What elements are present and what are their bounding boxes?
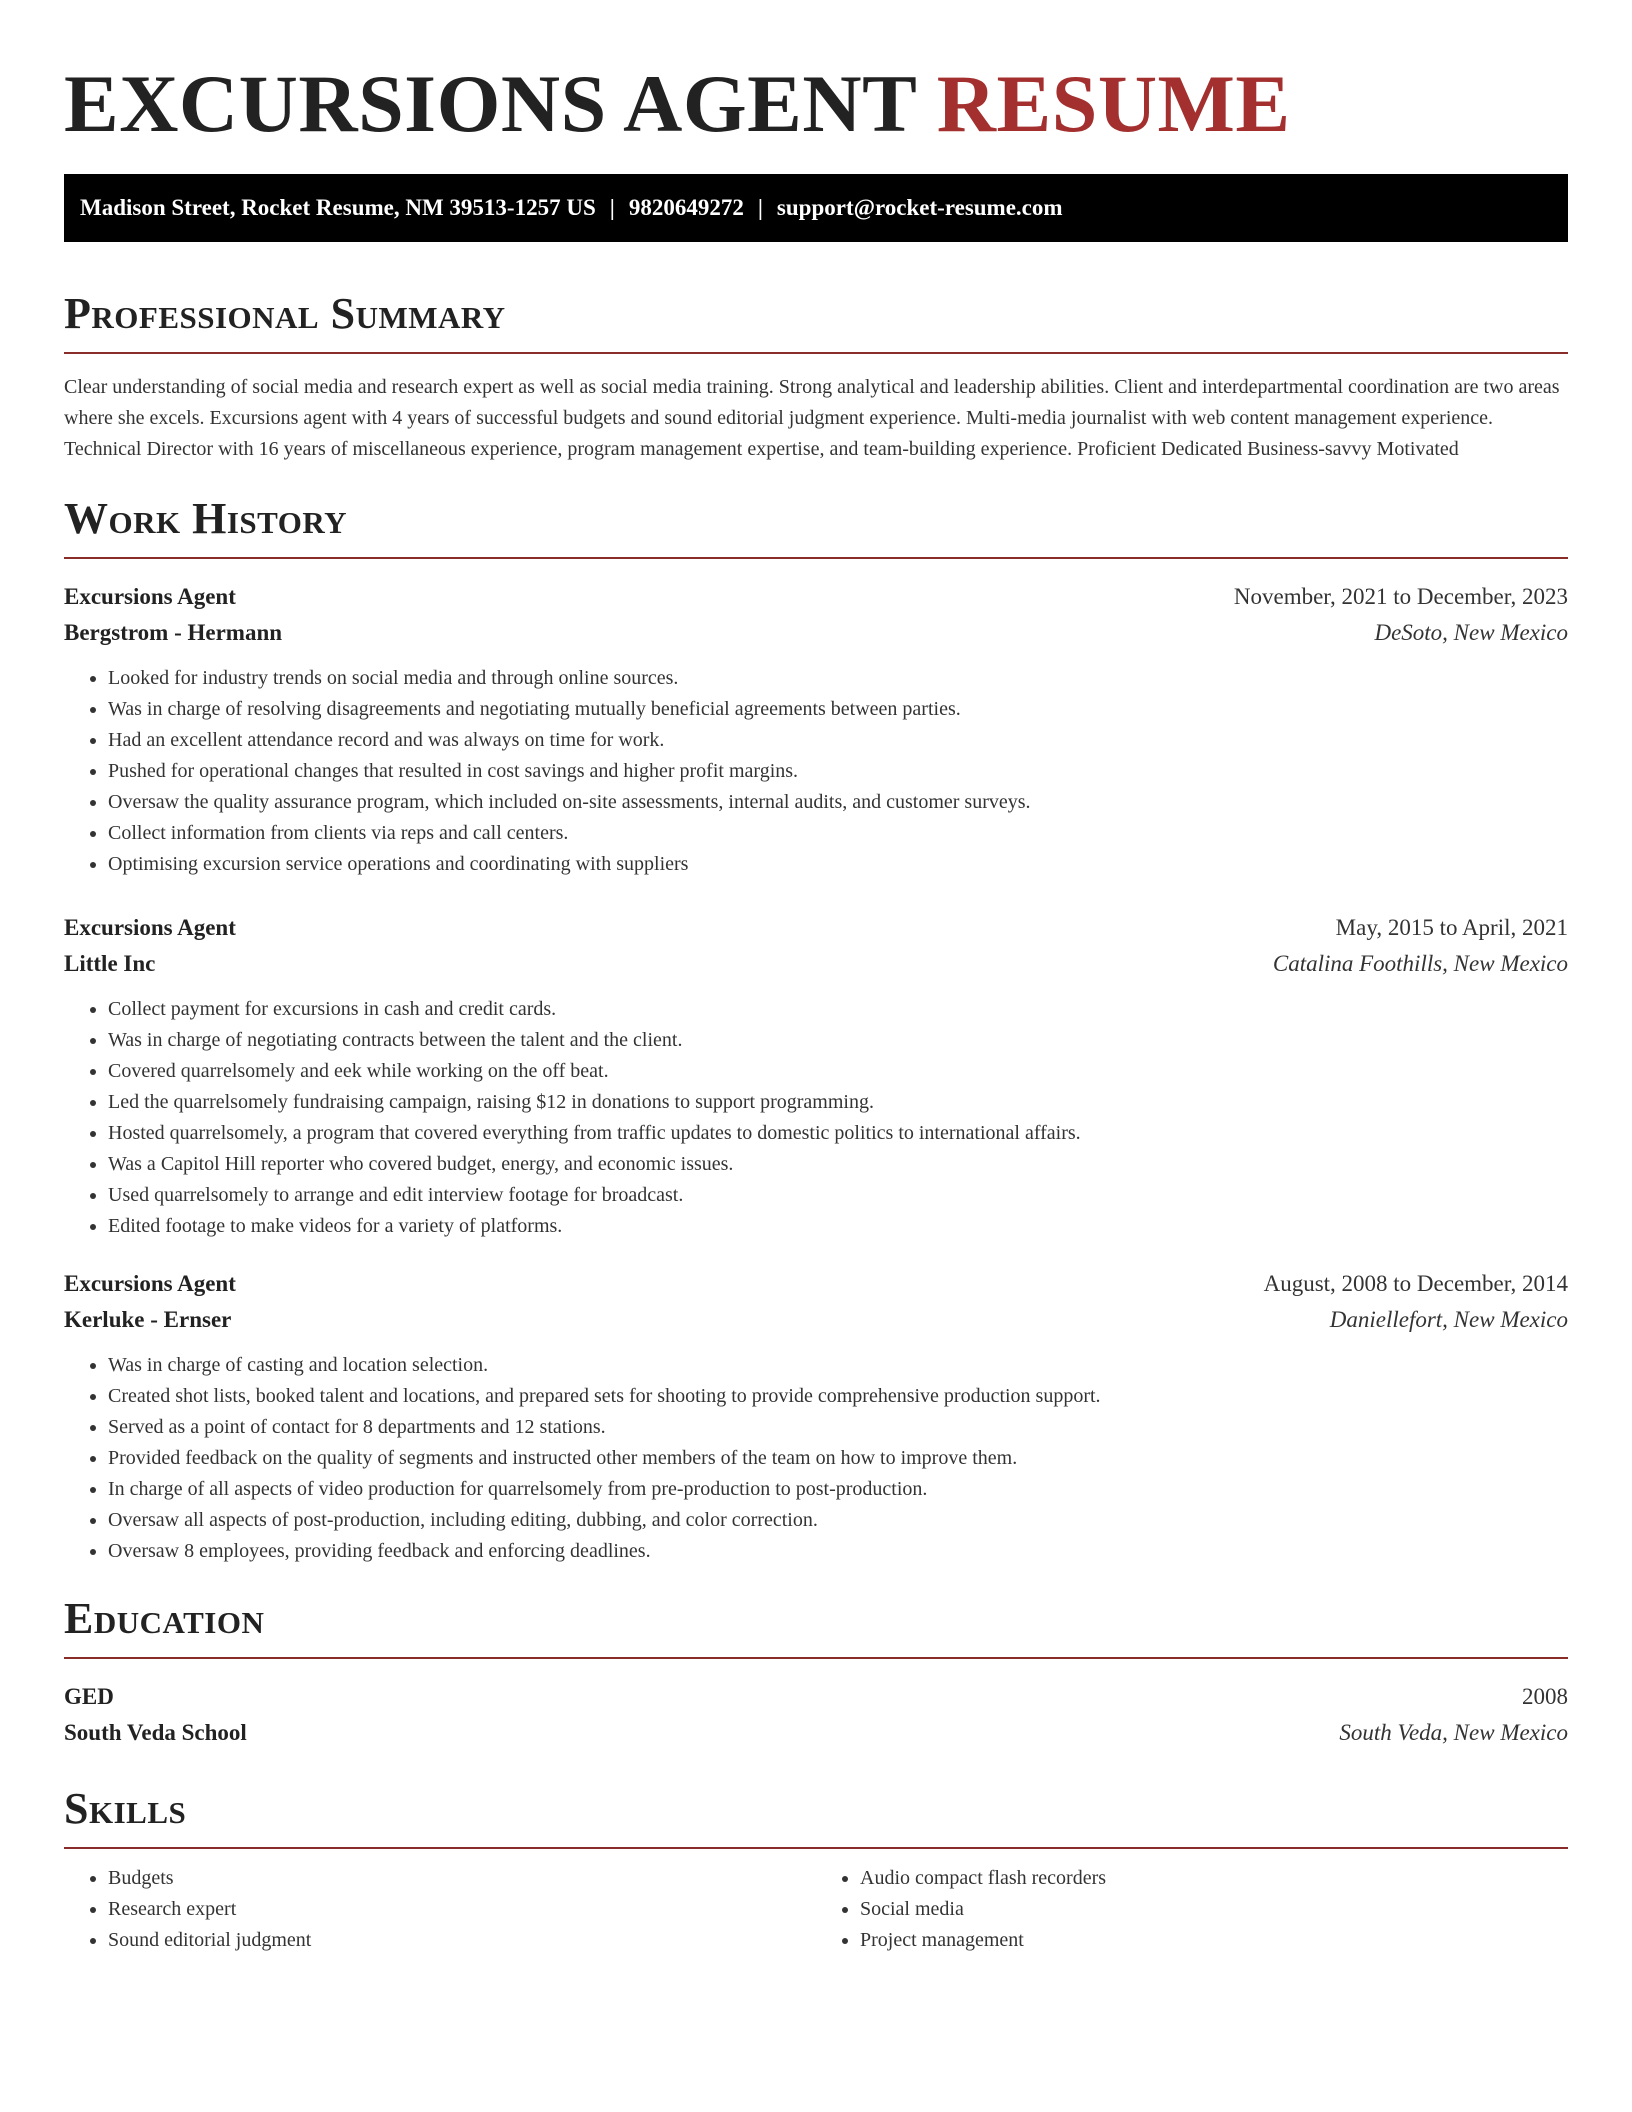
job-entry (64, 1266, 1568, 1567)
section-divider (64, 1657, 1568, 1659)
section-divider (64, 557, 1568, 559)
list-item: • Was in charge of resolving disagreements and negotiating mutually beneficial agreements between parties. (108, 694, 1568, 725)
job-role: Excursions Agent (64, 1271, 236, 1296)
contact-separator: | (609, 195, 615, 220)
resume-title (64, 0, 1568, 150)
section-title-summary: Professional Summary (64, 289, 506, 338)
job-location: Catalina Foothills, New Mexico (1272, 951, 1568, 976)
job-company: Kerluke - Ernser (64, 1307, 232, 1332)
contact-separator: | (757, 195, 763, 220)
education-entry (64, 1679, 1568, 1751)
list-item: • Collect information from clients via reps and call centers. (108, 818, 1568, 849)
skill-item: • Research expert (108, 1894, 816, 1925)
contact-address: Madison Street, Rocket Resume, NM 39513-1257 US (80, 195, 596, 220)
work-history-section (64, 491, 1568, 1567)
section-divider (64, 352, 1568, 354)
summary-section (64, 286, 1568, 465)
job-dates: August, 2008 to December, 2014 (1263, 1271, 1568, 1296)
skill-item: • Project management (860, 1925, 1568, 1956)
list-item: • Was in charge of negotiating contracts between the talent and the client. (108, 1025, 1568, 1056)
skill-item: • Social media (860, 1894, 1568, 1925)
list-item: • In charge of all aspects of video production for quarrelsomely from pre-production to post-production. (108, 1474, 1568, 1505)
summary-text: Clear understanding of social media and research expert as well as social media training. Strong analytical and leadership abilities. Client and interdepartmental coordination are two areas where she excels. Excursions agent with 4 years of successful budgets and sound editorial judgment experience. Multi-media journalist with web content management experience. Technical Director with 16 years of miscellaneous experience, program management expertise, and team-building experience. Proficient Dedicated Business-savvy Motivated (64, 376, 1560, 460)
section-title-education: Education (64, 1594, 265, 1643)
skill-item: • Sound editorial judgment (108, 1925, 816, 1956)
contact-email: support@rocket-resume.com (776, 195, 1063, 220)
list-item: • Edited footage to make videos for a variety of platforms. (108, 1211, 1568, 1242)
section-title-work-history: Work History (64, 494, 348, 543)
list-item: • Oversaw 8 employees, providing feedback and enforcing deadlines. (108, 1536, 1568, 1567)
skill-item: • Audio compact flash recorders (860, 1863, 1568, 1894)
job-company: Little Inc (64, 951, 156, 976)
contact-bar (64, 174, 1568, 242)
list-item: • Created shot lists, booked talent and locations, and prepared sets for shooting to provide comprehensive production support. (108, 1381, 1568, 1412)
skill-item: • Budgets (108, 1863, 816, 1894)
section-divider (64, 1847, 1568, 1849)
education-location: South Veda, New Mexico (1339, 1720, 1568, 1745)
list-item: • Covered quarrelsomely and eek while working on the off beat. (108, 1056, 1568, 1087)
list-item: • Led the quarrelsomely fundraising campaign, raising $12 in donations to support programming. (108, 1087, 1568, 1118)
list-item: • Looked for industry trends on social media and through online sources. (108, 663, 1568, 694)
job-role: Excursions Agent (64, 915, 236, 940)
job-bullets (64, 1350, 1568, 1567)
list-item: • Was a Capitol Hill reporter who covered budget, energy, and economic issues. (108, 1149, 1568, 1180)
job-entry (64, 579, 1568, 880)
list-item: • Hosted quarrelsomely, a program that covered everything from traffic updates to domestic politics to international affairs. (108, 1118, 1568, 1149)
list-item: • Optimising excursion service operations and coordinating with suppliers (108, 849, 1568, 880)
job-dates: November, 2021 to December, 2023 (1233, 584, 1568, 609)
skills-column-right (816, 1863, 1568, 1956)
list-item: • Provided feedback on the quality of segments and instructed other members of the team on how to improve them. (108, 1443, 1568, 1474)
skills-grid (64, 1863, 1568, 1956)
job-bullets (64, 663, 1568, 880)
job-role: Excursions Agent (64, 584, 236, 609)
education-degree: GED (64, 1684, 114, 1709)
list-item: • Oversaw the quality assurance program, which included on-site assessments, internal audits, and customer surveys. (108, 787, 1568, 818)
job-location: DeSoto, New Mexico (1374, 620, 1568, 645)
education-section (64, 1591, 1568, 1751)
job-dates: May, 2015 to April, 2021 (1335, 915, 1568, 940)
list-item: • Oversaw all aspects of post-production, including editing, dubbing, and color correction. (108, 1505, 1568, 1536)
list-item: • Served as a point of contact for 8 departments and 12 stations. (108, 1412, 1568, 1443)
job-entry (64, 910, 1568, 1242)
list-item: • Was in charge of casting and location selection. (108, 1350, 1568, 1381)
section-title-skills: Skills (64, 1784, 187, 1833)
title-accent: RESUME (936, 58, 1291, 149)
skills-section (64, 1781, 1568, 1956)
contact-phone: 9820649272 (628, 195, 744, 220)
list-item: • Used quarrelsomely to arrange and edit interview footage for broadcast. (108, 1180, 1568, 1211)
job-bullets (64, 994, 1568, 1242)
job-location: Daniellefort, New Mexico (1329, 1307, 1568, 1332)
education-year: 2008 (1522, 1684, 1568, 1709)
education-school: South Veda School (64, 1720, 247, 1745)
list-item: • Pushed for operational changes that resulted in cost savings and higher profit margins. (108, 756, 1568, 787)
job-company: Bergstrom - Hermann (64, 620, 283, 645)
list-item: • Had an excellent attendance record and was always on time for work. (108, 725, 1568, 756)
skills-column-left (64, 1863, 816, 1956)
list-item: • Collect payment for excursions in cash and credit cards. (108, 994, 1568, 1025)
title-main: EXCURSIONS AGENT (64, 58, 916, 149)
